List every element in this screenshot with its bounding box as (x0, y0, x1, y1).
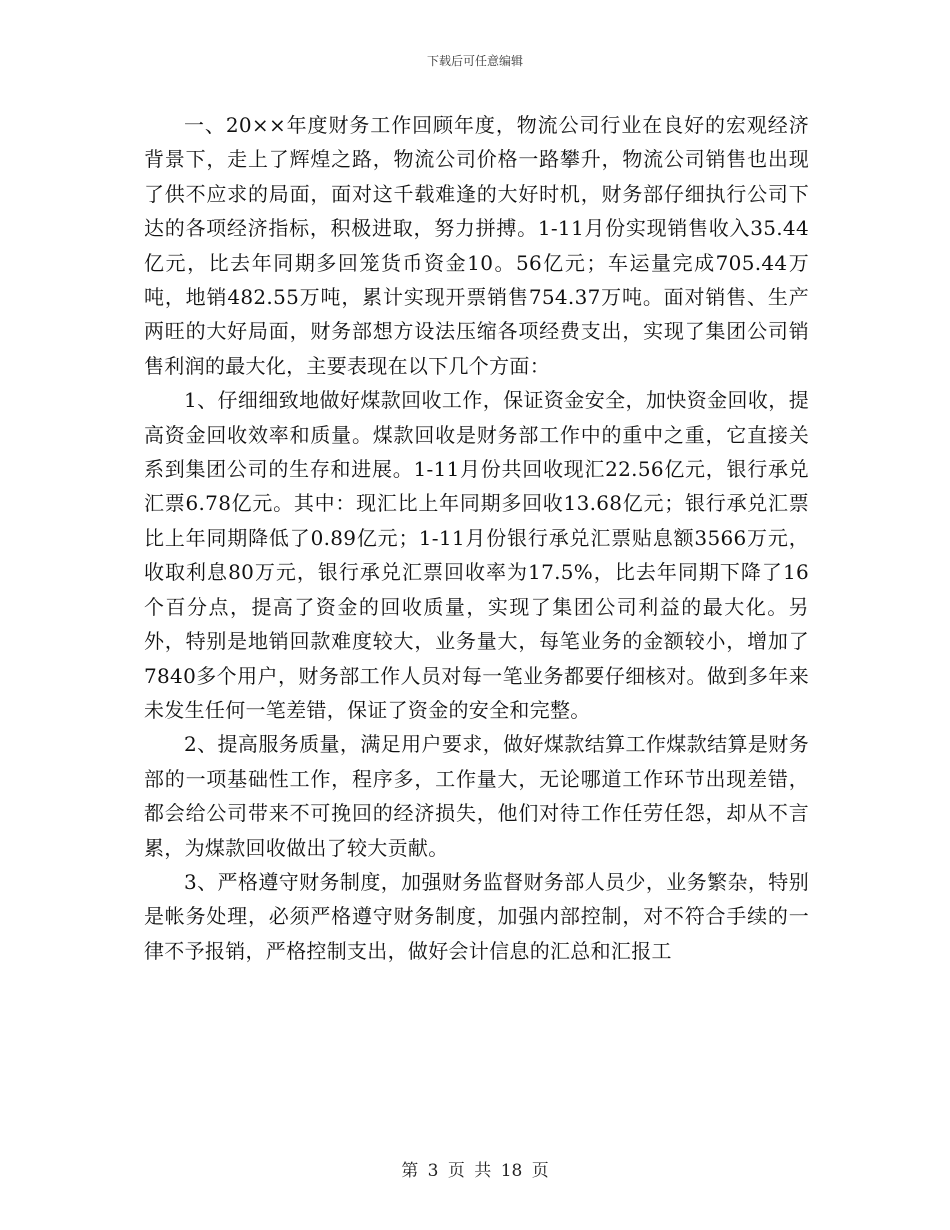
page-number-footer: 第 3 页 共 18 页 (401, 1161, 549, 1181)
document-body (144, 108, 809, 968)
paragraph-intro: 一、20××年度财务工作回顾年度，物流公司行业在良好的宏观经济背景下，走上了辉煌之路，物流公司价格一路攀升，物流公司销售也出现了供不应求的局面，面对这千载难逢的大好时机，财务部仔细执行公司下达的各项经济指标，积极进取，努力拼搏。1-11月份实现销售收入35.44亿元，比去年同期多回笼货币资金10。56亿元；车运量完成705.44万吨，地销482.55万吨，累计实现开票销售754.37万吨。面对销售、生产两旺的大好局面，财务部想方设法压缩各项经费支出，实现了集团公司销售利润的最大化，主要表现在以下几个方面： (144, 113, 809, 378)
page-header: 下载后可任意编辑 (426, 54, 523, 68)
paragraph-item-3: 3、严格遵守财务制度，加强财务监督财务部人员少，业务繁杂，特别是帐务处理，必须严格遵守财务制度，加强内部控制，对不符合手续的一律不予报销，严格控制支出，做好会计信息的汇总和汇报工 (144, 869, 809, 963)
paragraph-item-1: 1、仔细细致地做好煤款回收工作，保证资金安全，加快资金回收，提高资金回收效率和质量。煤款回收是财务部工作中的重中之重，它直接关系到集团公司的生存和进展。1-11月份共回收现汇22.56亿元，银行承兑汇票6.78亿元。其中：现汇比上年同期多回收13.68亿元；银行承兑汇票比上年同期降低了0.89亿元；1-11月份银行承兑汇票贴息额3566万元，收取利息80万元，银行承兑汇票回收率为17.5%，比去年同期下降了16个百分点，提高了资金的回收质量，实现了集团公司利益的最大化。另外，特别是地销回款难度较大，业务量大，每笔业务的金额较小，增加了7840多个用户，财务部工作人员对每一笔业务都要仔细核对。做到多年来未发生任何一笔差错，保证了资金的安全和完整。 (144, 388, 809, 722)
paragraph-item-2: 2、提高服务质量，满足用户要求，做好煤款结算工作煤款结算是财务部的一项基础性工作，程序多，工作量大，无论哪道工作环节出现差错，都会给公司带来不可挽回的经济损失，他们对待工作任劳任怨，却从不言累，为煤款回收做出了较大贡献。 (144, 732, 809, 860)
